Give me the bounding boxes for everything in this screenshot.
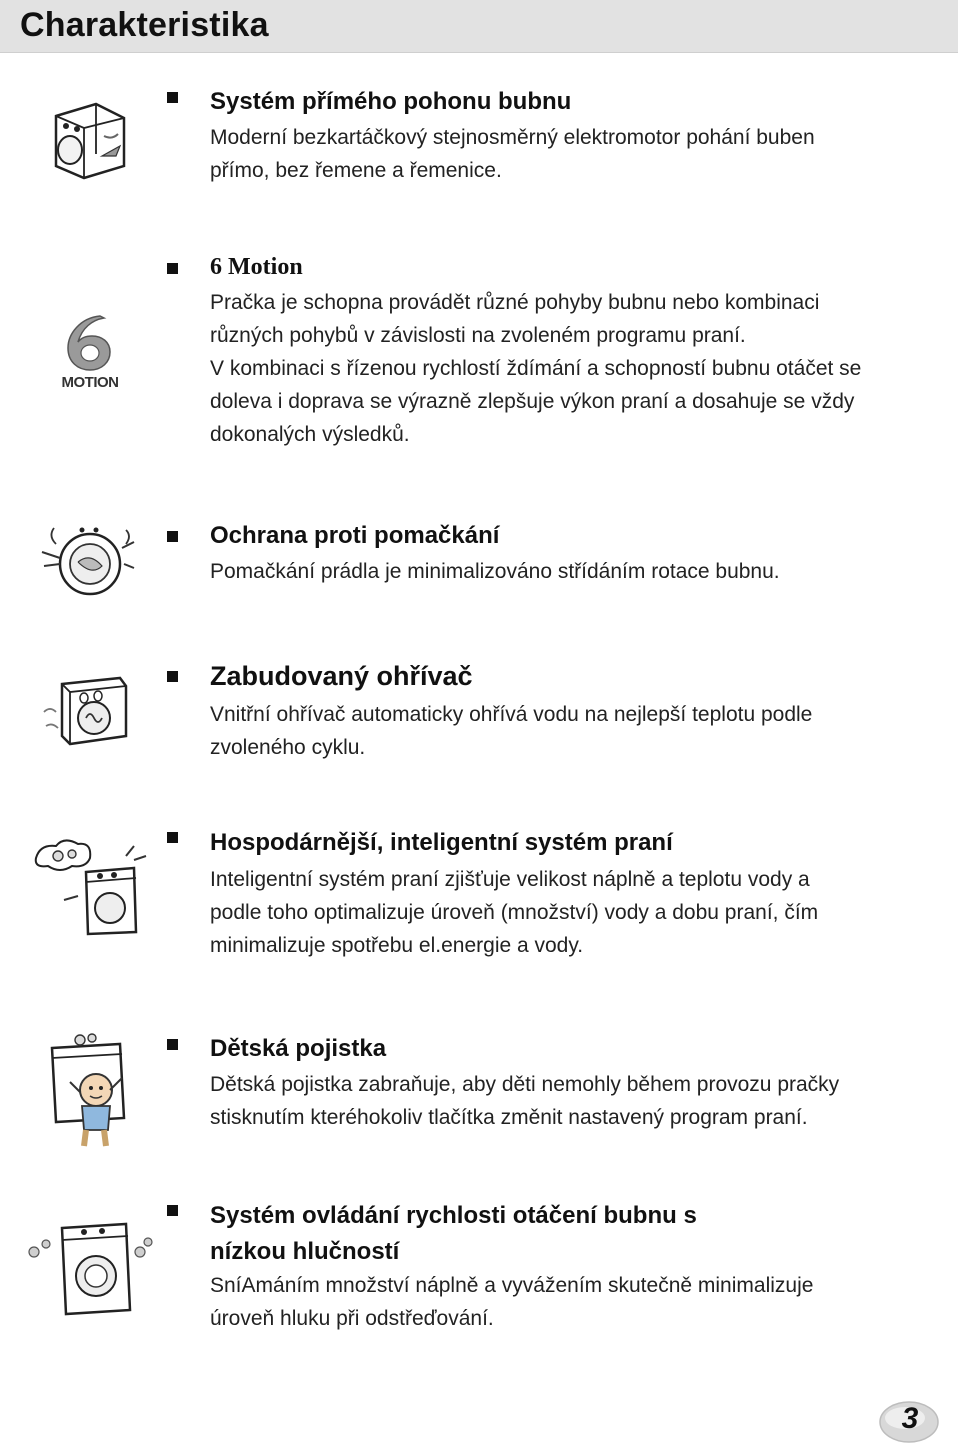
- text-line: úroveň hluku při odstřeďování.: [210, 1307, 494, 1330]
- bullet: [167, 92, 178, 103]
- bullet: [167, 671, 178, 682]
- feature-title: Hospodárnější, inteligentní systém praní: [210, 829, 673, 856]
- feature-description: [210, 1269, 945, 1335]
- text-line: stisknutím kteréhokoliv tlačítka změnit nastavený program praní.: [210, 1106, 808, 1129]
- feature-description: [210, 698, 945, 764]
- page-title: Charakteristika: [20, 6, 269, 44]
- bullet: [167, 832, 178, 843]
- text-line: Dětská pojistka zabraňuje, aby děti nemohly během provozu pračky: [210, 1073, 840, 1096]
- text-line: dokonalých výsledků.: [210, 423, 410, 446]
- 6-motion-logo-icon: [54, 312, 126, 394]
- feature-description: [210, 555, 945, 588]
- heater-washer-icon: [40, 672, 136, 750]
- low-noise-washer-icon: [24, 1214, 154, 1324]
- feature-description: [210, 121, 945, 187]
- text-line: různých pohybů v závislosti na zvoleném programu praní.: [210, 324, 746, 347]
- text-line: doleva i doprava se výrazně zlepšuje výkon praní a dosahuje se vždy: [210, 390, 855, 413]
- header-bar: [0, 0, 958, 53]
- feature-title: [210, 1198, 697, 1270]
- bullet: [167, 1205, 178, 1216]
- text-line: minimalizuje spotřebu el.energie a vody.: [210, 934, 584, 957]
- direct-drive-washer-icon: [44, 96, 134, 182]
- text-line: Vnitřní ohřívač automaticky ohřívá vodu na nejlepší teplotu podle: [210, 703, 813, 726]
- text-line: přímo, bez řemene a řemenice.: [210, 159, 502, 182]
- text-line: SníAmáním množství náplně a vyvážením skutečně minimalizuje: [210, 1274, 814, 1297]
- title-line: Systém ovládání rychlosti otáčení bubnu s: [210, 1202, 697, 1229]
- feature-title: 6 Motion: [210, 254, 303, 280]
- feature-title: Dětská pojistka: [210, 1035, 387, 1062]
- bullet: [167, 263, 178, 274]
- bullet: [167, 531, 178, 542]
- text-line: Pomačkání prádla je minimalizováno střídáním rotace bubnu.: [210, 560, 780, 583]
- feature-description: [210, 1068, 945, 1134]
- feature-description: [210, 863, 945, 962]
- text-line: V kombinaci s řízenou rychlostí ždímání a schopností bubnu otáčet se: [210, 357, 862, 380]
- child-lock-icon: [46, 1030, 130, 1150]
- text-line: podle toho optimalizuje úroveň (množství) vody a dobu praní, čím: [210, 901, 819, 924]
- smart-wash-washer-icon: [30, 838, 150, 938]
- text-line: Moderní bezkartáčkový stejnosměrný elektromotor pohání buben: [210, 126, 815, 149]
- page-number: 3: [901, 1402, 919, 1435]
- feature-description: [210, 286, 945, 451]
- feature-title: Systém přímého pohonu bubnu: [210, 88, 572, 115]
- feature-title: Ochrana proti pomačkání: [210, 522, 500, 549]
- title-line: nízkou hlučností: [210, 1238, 400, 1265]
- text-line: zvoleného cyklu.: [210, 736, 366, 759]
- bullet: [167, 1039, 178, 1050]
- text-line: Inteligentní systém praní zjišťuje velikost náplně a teplotu vody a: [210, 868, 810, 891]
- 6-glyph-icon: [54, 312, 126, 372]
- logo-text: MOTION: [61, 374, 119, 391]
- anti-crease-drum-icon: [38, 514, 138, 604]
- feature-title: Zabudovaný ohřívač: [210, 661, 473, 691]
- text-line: Pračka je schopna provádět různé pohyby bubnu nebo kombinaci: [210, 291, 820, 314]
